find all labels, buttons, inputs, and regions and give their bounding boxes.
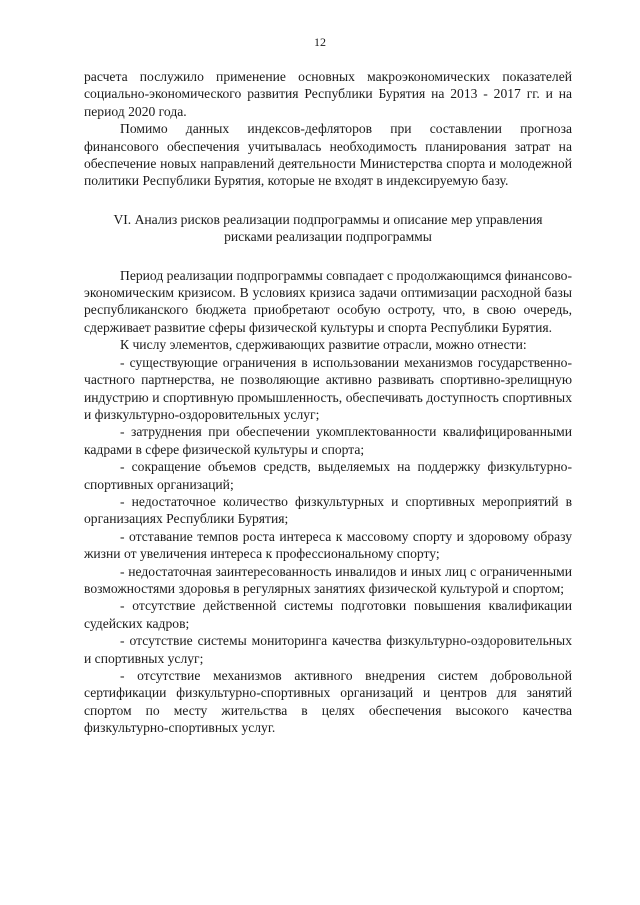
list-item: - отставание темпов роста интереса к массовому спорту и здоровому образу жизни от увеличения интереса к профессиональному спорту; — [84, 528, 572, 562]
paragraph-deflators: Помимо данных индексов-дефляторов при составлении прогноза финансового обеспечения учитывалась необходимость планирования затрат на обеспечение новых направлений деятельности Министерства спорта и молодежной политики Республики Бурятия, которые не входят в индексируемую базу. — [84, 121, 572, 189]
page-number: 12 — [314, 35, 326, 49]
list-item: - отсутствие системы мониторинга качества физкультурно-оздоровительных и спортивных услуг; — [84, 633, 572, 666]
list-item: - существующие ограничения в использовании механизмов государственно-частного партнерства, не позволяющие активно развивать спортивно-зрелищную индустрию и спортивную промышленность, обеспечивать доступность спортивных и физкультурно-оздоровительных услуг; — [84, 354, 572, 422]
page-content — [84, 68, 572, 737]
list-item: - затруднения при обеспечении укомплектованности квалифицированными кадрами в сфере физической культуры и спорта; — [84, 424, 572, 457]
paragraph-period: Период реализации подпрограммы совпадает с продолжающимся финансово-экономическим кризисом. В условиях кризиса задачи оптимизации расходной базы республиканского бюджета приобретают особую остроту, что, в свою очередь, сдерживает развитие сферы физической культуры и спорта Республики Бурятия. — [84, 267, 572, 335]
list-item: - недостаточная заинтересованность инвалидов и иных лиц с ограниченными возможностями здоровья в регулярных занятиях физической культурой и спортом; — [84, 563, 572, 596]
list-item: - отсутствие механизмов активного внедрения систем добровольной сертификации физкультурно-спортивных организаций и центров для занятий спортом по месту жительства в целях обеспечения высокого качества физкультурно-спортивных услуг. — [84, 668, 572, 736]
section-heading-block — [84, 211, 572, 246]
paragraph-continued: расчета послужило применение основных макроэкономических показателей социально-экономического развития Республики Бурятия на 2013 - 2017 гг. и на период 2020 года. — [84, 69, 572, 119]
list-item: - недостаточное количество физкультурных и спортивных мероприятий в организациях Республики Бурятия; — [84, 493, 572, 527]
paragraph-factors-intro: К числу элементов, сдерживающих развитие отрасли, можно отнести: — [120, 337, 527, 353]
list-item: - сокращение объемов средств, выделяемых на поддержку физкультурно-спортивных организаций; — [84, 459, 572, 492]
section-heading: VI. Анализ рисков реализации подпрограммы и описание мер управления рисками реализации подпрограммы — [113, 211, 543, 245]
list-item: - отсутствие действенной системы подготовки повышения квалификации судейских кадров; — [84, 598, 572, 631]
